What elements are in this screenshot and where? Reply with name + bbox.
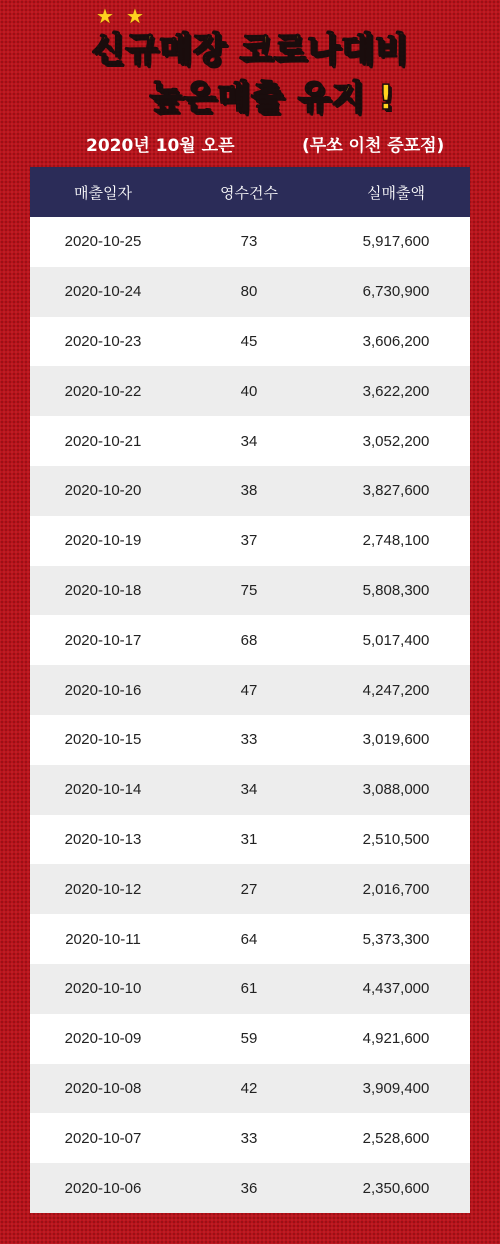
cell-date: 2020-10-20 — [64, 482, 142, 500]
table-row — [30, 516, 470, 566]
cell-sales: 2,350,600 — [362, 1179, 430, 1197]
cell-sales: 6,730,900 — [362, 283, 430, 301]
cell-receipts: 27 — [240, 880, 258, 898]
cell-receipts: 34 — [240, 781, 258, 799]
cell-date: 2020-10-16 — [64, 681, 142, 699]
table-row — [30, 1014, 470, 1064]
table-row — [30, 615, 470, 665]
cell-date: 2020-10-06 — [64, 1179, 142, 1197]
opening-date-label: 2020년 10월 오픈 — [86, 136, 235, 156]
table-row — [30, 864, 470, 914]
star-icon: ★ — [96, 4, 114, 28]
star-icon: ★ — [125, 4, 144, 28]
table-row — [30, 765, 470, 815]
table-header — [30, 167, 470, 217]
cell-sales: 5,917,600 — [362, 233, 430, 251]
cell-sales: 3,909,400 — [362, 1079, 430, 1097]
headline-line-1: 신규매장 코로나대비 — [91, 30, 409, 70]
cell-date: 2020-10-24 — [64, 283, 142, 301]
table-row — [30, 466, 470, 516]
cell-sales: 3,622,200 — [362, 382, 430, 400]
star-decoration — [96, 6, 144, 26]
table-row — [30, 1113, 470, 1163]
cell-receipts: 34 — [240, 432, 258, 450]
table-row — [30, 914, 470, 964]
cell-receipts: 31 — [240, 830, 258, 848]
store-name-label: (무쏘 이천 증포점) — [302, 136, 445, 156]
cell-sales: 3,052,200 — [362, 432, 430, 450]
cell-receipts: 36 — [240, 1179, 258, 1197]
table-row — [30, 815, 470, 865]
cell-sales: 3,088,000 — [362, 781, 430, 799]
cell-receipts: 40 — [240, 382, 258, 400]
cell-sales: 3,019,600 — [362, 731, 430, 749]
cell-date: 2020-10-22 — [64, 382, 142, 400]
cell-sales: 5,808,300 — [362, 581, 430, 599]
table-row — [30, 416, 470, 466]
cell-date: 2020-10-19 — [64, 532, 142, 550]
cell-receipts: 59 — [240, 1030, 258, 1048]
cell-receipts: 42 — [240, 1079, 258, 1097]
cell-sales: 3,827,600 — [362, 482, 430, 500]
sales-table — [30, 167, 470, 1213]
cell-receipts: 47 — [240, 681, 258, 699]
cell-sales: 4,437,000 — [362, 980, 430, 998]
cell-receipts: 33 — [240, 1129, 258, 1147]
table-row — [30, 366, 470, 416]
table-row — [30, 217, 470, 267]
cell-date: 2020-10-21 — [64, 432, 142, 450]
headline-line-2: 높은매출 유지 ! — [149, 78, 395, 118]
cell-sales: 2,016,700 — [362, 880, 430, 898]
cell-receipts: 73 — [240, 233, 258, 251]
cell-date: 2020-10-12 — [64, 880, 142, 898]
cell-date: 2020-10-17 — [64, 631, 142, 649]
table-row — [30, 1064, 470, 1114]
cell-receipts: 61 — [240, 980, 258, 998]
cell-sales: 4,921,600 — [362, 1030, 430, 1048]
cell-sales: 4,247,200 — [362, 681, 430, 699]
cell-receipts: 64 — [240, 930, 258, 948]
cell-receipts: 33 — [240, 731, 258, 749]
table-row — [30, 665, 470, 715]
cell-date: 2020-10-13 — [64, 830, 142, 848]
cell-receipts: 45 — [240, 332, 258, 350]
table-row — [30, 964, 470, 1014]
cell-date: 2020-10-08 — [64, 1079, 142, 1097]
cell-receipts: 80 — [240, 283, 258, 301]
cell-sales: 5,373,300 — [362, 930, 430, 948]
column-header-sales: 실매출액 — [367, 183, 425, 202]
cell-date: 2020-10-11 — [65, 930, 141, 948]
table-row — [30, 715, 470, 765]
table-row — [30, 267, 470, 317]
cell-date: 2020-10-15 — [64, 731, 142, 749]
cell-date: 2020-10-10 — [64, 980, 142, 998]
cell-date: 2020-10-14 — [64, 781, 142, 799]
cell-sales: 5,017,400 — [362, 631, 430, 649]
table-row — [30, 317, 470, 367]
cell-receipts: 68 — [240, 631, 258, 649]
table-row — [30, 1163, 470, 1213]
cell-date: 2020-10-07 — [64, 1129, 142, 1147]
cell-date: 2020-10-25 — [64, 233, 142, 251]
cell-receipts: 38 — [240, 482, 258, 500]
cell-sales: 2,748,100 — [362, 532, 430, 550]
cell-date: 2020-10-18 — [64, 581, 142, 599]
cell-sales: 2,528,600 — [362, 1129, 430, 1147]
cell-receipts: 75 — [240, 581, 258, 599]
column-header-receipts: 영수건수 — [220, 183, 278, 202]
cell-sales: 3,606,200 — [362, 332, 430, 350]
column-header-date: 매출일자 — [74, 183, 132, 202]
cell-date: 2020-10-09 — [64, 1030, 142, 1048]
cell-date: 2020-10-23 — [64, 332, 142, 350]
table-row — [30, 566, 470, 616]
cell-sales: 2,510,500 — [362, 830, 430, 848]
table-body — [30, 217, 470, 1213]
cell-receipts: 37 — [240, 532, 258, 550]
